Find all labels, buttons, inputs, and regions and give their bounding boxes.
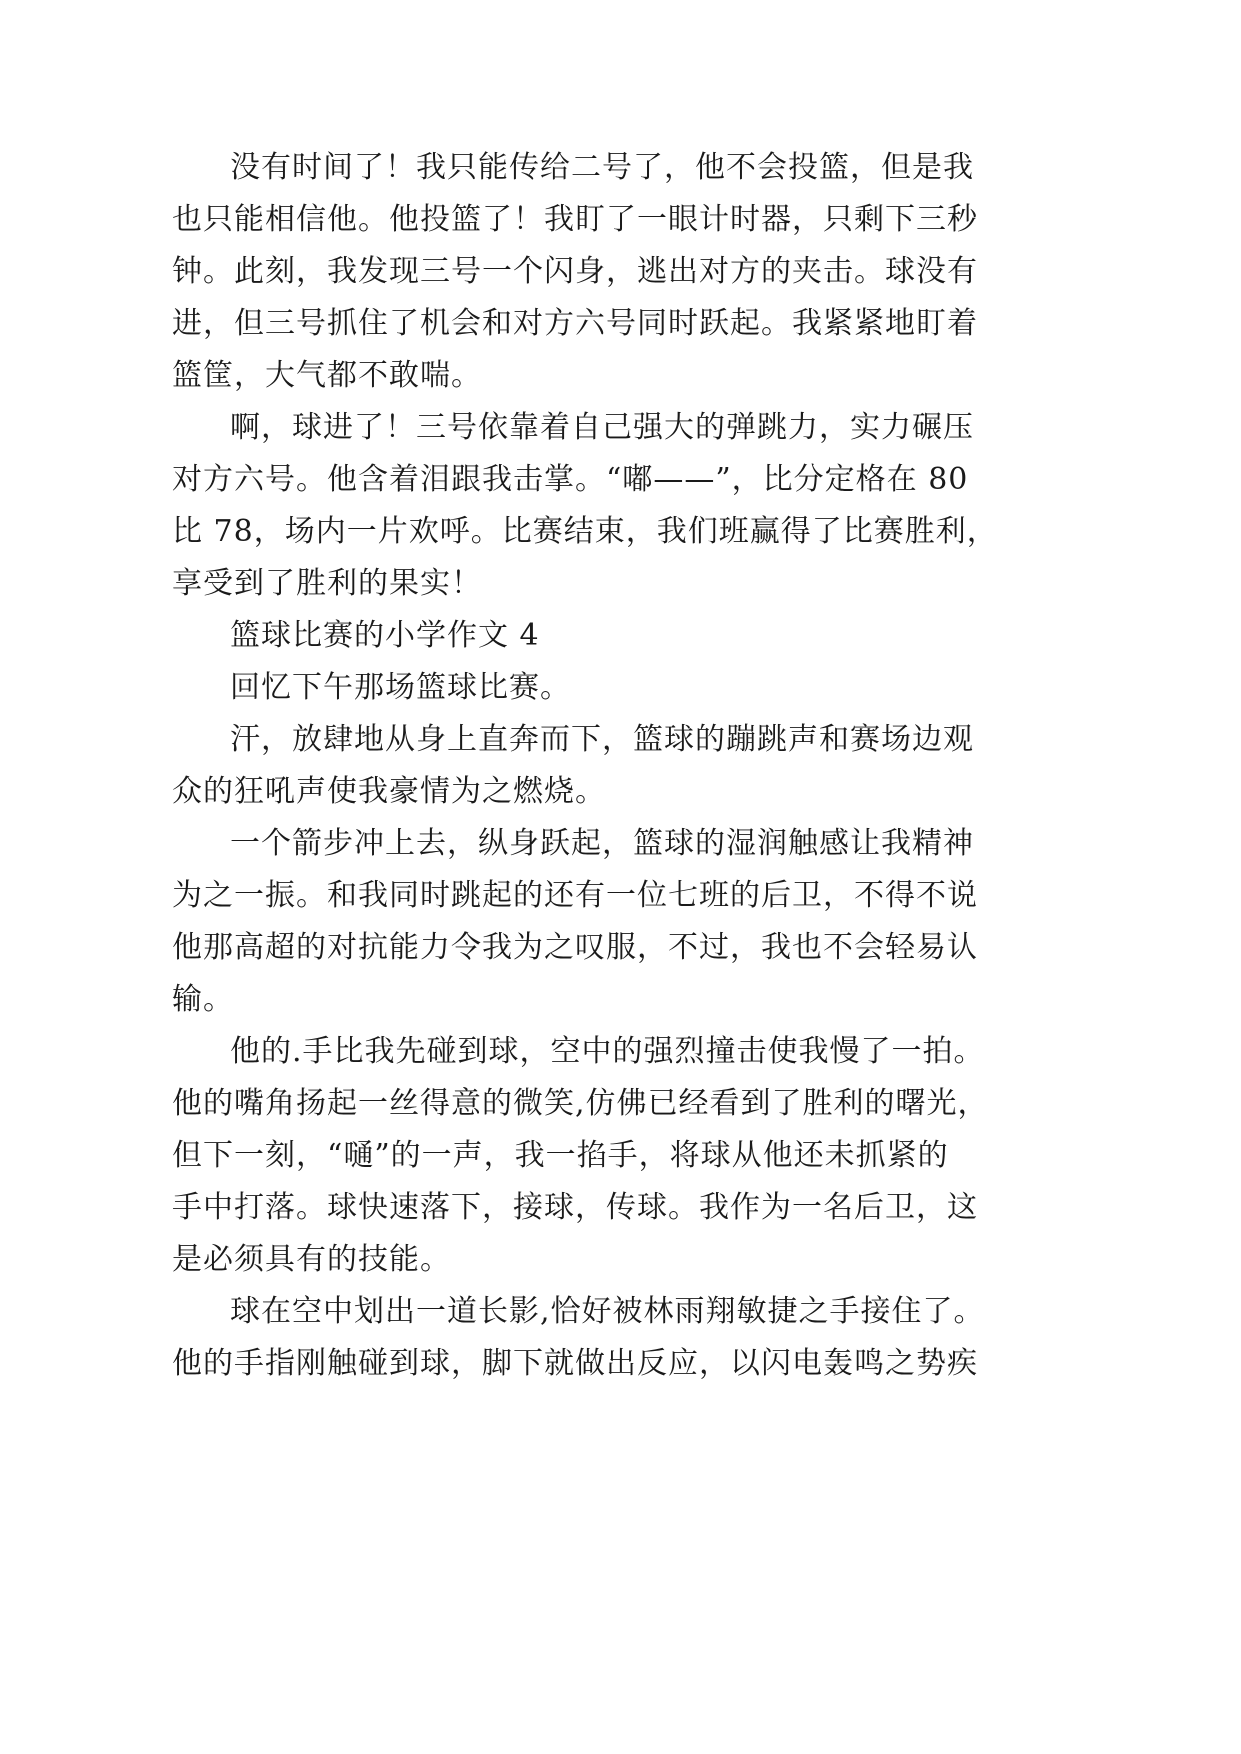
text-line: 但下一刻，“嗵”的一声，我一掐手，将球从他还未抓紧的 <box>172 1138 949 1173</box>
text-line: 为之一振。和我同时跳起的还有一位七班的后卫，不得不说 <box>172 878 978 913</box>
text-line: 没有时间了！我只能传给二号了，他不会投篮，但是我 <box>230 150 974 185</box>
text-line: 一个箭步冲上去，纵身跃起，篮球的湿润触感让我精神 <box>230 826 974 861</box>
text-line: 他的.手比我先碰到球，空中的强烈撞击使我慢了一拍。 <box>230 1034 985 1069</box>
text-line: 球在空中划出一道长影,恰好被林雨翔敏捷之手接住了。 <box>230 1294 985 1329</box>
text-line: 享受到了胜利的果实！ <box>172 566 482 601</box>
text-line: 钟。此刻，我发现三号一个闪身，逃出对方的夹击。球没有 <box>172 254 978 289</box>
text-line: 也只能相信他。他投篮了！我盯了一眼计时器，只剩下三秒 <box>172 202 978 237</box>
text-line: 进，但三号抓住了机会和对方六号同时跃起。我紧紧地盯着 <box>172 306 978 341</box>
text-line: 他的手指刚触碰到球，脚下就做出反应，以闪电轰鸣之势疾 <box>172 1346 978 1381</box>
text-line: 输。 <box>172 982 234 1017</box>
text-line: 他的嘴角扬起一丝得意的微笑,仿佛已经看到了胜利的曙光， <box>172 1086 989 1121</box>
text-line: 手中打落。球快速落下，接球，传球。我作为一名后卫，这 <box>172 1190 978 1225</box>
text-line: 是必须具有的技能。 <box>172 1242 451 1277</box>
text-line: 他那高超的对抗能力令我为之叹服，不过，我也不会轻易认 <box>172 930 978 965</box>
text-line: 比 78，场内一片欢呼。比赛结束，我们班赢得了比赛胜利， <box>172 514 998 549</box>
text-line: 篮筐，大气都不敢喘。 <box>172 358 482 393</box>
section-heading: 篮球比赛的小学作文 4 <box>230 618 540 653</box>
text-line: 啊，球进了！三号依靠着自己强大的弹跳力，实力碾压 <box>230 410 974 445</box>
text-line: 回忆下午那场篮球比赛。 <box>230 670 571 705</box>
text-line: 对方六号。他含着泪跟我击掌。“嘟——”，比分定格在 80 <box>172 462 969 497</box>
text-line: 众的狂吼声使我豪情为之燃烧。 <box>172 774 606 809</box>
text-line: 汗，放肆地从身上直奔而下，篮球的蹦跳声和赛场边观 <box>230 722 974 757</box>
